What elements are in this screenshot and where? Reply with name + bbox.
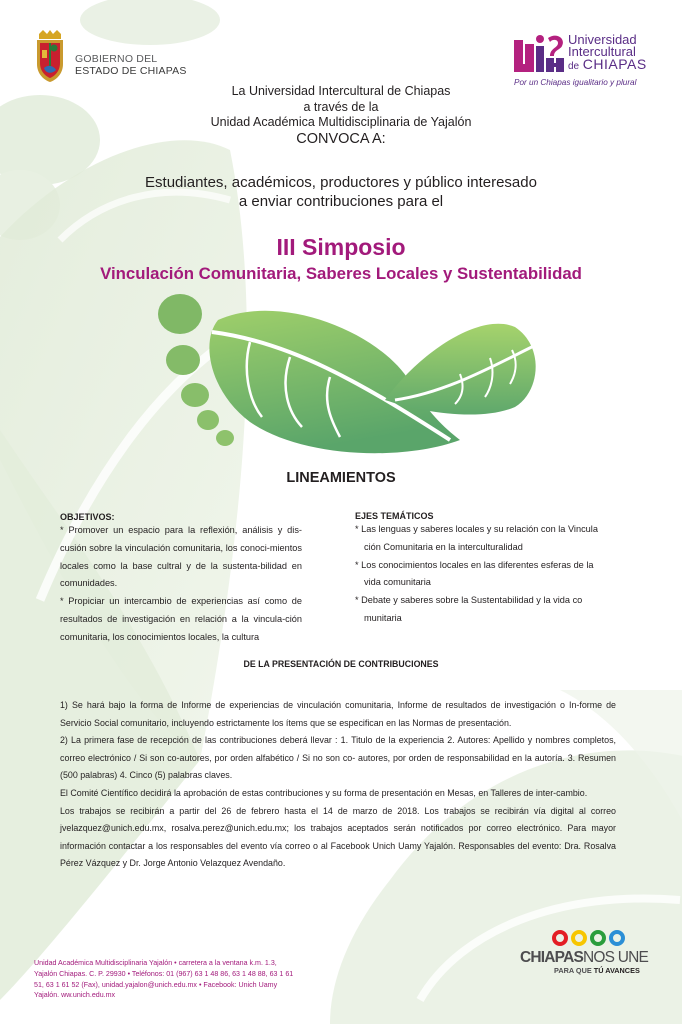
intro-line2: a través de la (303, 99, 379, 114)
toe-2 (166, 345, 200, 375)
toe-3 (181, 383, 209, 407)
presentacion-paragraph-1: 1) Se hará bajo la forma de Informe de experiencias de vinculación comunitaria, Informe de resultados de investigación o In-forme de Servicio Social comunitario, incluyendo estrictamente los ítems que se especifican en las Normas de presentación. (60, 700, 616, 728)
ejes-heading: EJES TEMÁTICOS (355, 511, 434, 521)
event-title: III Simposio (276, 234, 406, 260)
unich-line3: CHIAPAS (582, 56, 647, 72)
small-leaf (385, 324, 536, 415)
intro-block (0, 84, 682, 148)
eje-item-line: ción Comunitaria en la interculturalidad (364, 541, 523, 552)
toe-1 (158, 294, 202, 334)
objetivo-item-2: * Propiciar un intercambio de experiencias así como de resultados de investigación en relación a la vincula-ción comunitaria, los conocimientos locales, la cultura (60, 596, 302, 642)
chiapas-word: CHIAPAS (520, 949, 584, 966)
presentacion-paragraph-4: Los trabajos se recibirán a partir del 26 de febrero hasta el 14 de marzo de 2018. Los trabajos se recibirán vía digital al correo jvelazquez@unich.edu.mx, rosalva.perez@unich.edu.mx; los trabajos aceptados serán notificados por correo electrónico. Para mayor información contactar a los responsables del evento vía correo o al Facebook Unich Uamy Yajalón. Responsables del evento: Dra. Rosalva Pérez Vázquez y Dr. Jorge Antonio Velazquez Avendaño. (60, 805, 616, 869)
gobierno-line2: ESTADO DE CHIAPAS (75, 65, 187, 77)
invite-line1: Estudiantes, académicos, productores y público interesado (145, 174, 537, 191)
ring-green (590, 930, 606, 946)
unich-line1: Universidad (568, 32, 637, 47)
tagline-emphasis: TÚ AVANCES (593, 966, 640, 975)
eje-item-line: vida comunitaria (364, 577, 431, 588)
objetivos-section (60, 512, 302, 647)
toe-5 (216, 430, 234, 446)
eje-item (355, 592, 625, 628)
eje-item-line: * Las lenguas y saberes locales y su relación con la Vincula (355, 524, 598, 534)
nos-une-word: NOS UNE (583, 949, 649, 966)
presentacion-heading: DE LA PRESENTACIÓN DE CONTRIBUCIONES (243, 659, 439, 669)
unich-logo (512, 34, 672, 90)
four-rings-icon (520, 930, 650, 946)
footer-address: Unidad Académica Multidisciplinaria Yajalón • carretera a la ventana k.m. 1.3, Yajalón Chiapas. C. P. 29930 • Teléfonos: 01 (967) 63 1 48 86, 63 1 48 88, 63 1 61 51, 63 1 61 52 (Fax), unidad.yajalon@unich.edu.mx • Facebook: Unich Uamy Yajalón. ww.unich.edu.mx (34, 959, 294, 1000)
ring-blue (609, 930, 625, 946)
unich-line2: Intercultural (568, 44, 636, 59)
intro-line3: Unidad Académica Multidisciplinaria de Yajalón (210, 115, 472, 129)
gobierno-logo (34, 30, 204, 82)
eje-item-line: munitaria (364, 612, 402, 623)
state-coat-of-arms-icon (34, 30, 66, 82)
eje-item (355, 521, 625, 557)
unich-slogan: Por un Chiapas igualitario y plural (514, 78, 637, 87)
presentacion-body (60, 697, 616, 873)
intro-line1: La Universidad Intercultural de Chiapas (231, 84, 451, 98)
unich-line3-prefix: de (568, 61, 580, 72)
eje-item (355, 557, 625, 593)
convoca-heading: CONVOCA A: (296, 130, 386, 147)
presentacion-paragraph-3: El Comité Científico decidirá la aprobación de estas contribuciones y su forma de presentación en Mesas, en Talleres de inter-cambio. (60, 787, 588, 798)
ejes-section (355, 511, 625, 628)
eje-item-line: * Debate y saberes sobre la Sustentabilidad y la vida co (355, 595, 583, 606)
unich-monogram-icon (512, 34, 566, 76)
objetivo-item-1: * Promover un espacio para la reflexión, análisis y dis-cusión sobre la vinculación comunitaria, los conoci-mientos locales como la base cultral y de la sustenta-bilidad en comunidades. (60, 525, 302, 589)
chiapas-nos-une-logo (520, 930, 650, 990)
presentacion-paragraph-2: 2) La primera fase de recepción de las contribuciones deberá llevar : 1. Titulo de la experiencia 2. Autores: Apellido y nombres completos, correo electrónico / Si son co-autores, por orden alfabético / Si no son co- autores, por orden de responsabilidad en la autoría. 3. Resumen (500 palabras) 4. Cinco (5) palabras claves. (60, 735, 616, 781)
objetivos-heading: OBJETIVOS: (60, 512, 115, 522)
event-subtitle: Vinculación Comunitaria, Saberes Locales y Sustentabilidad (100, 264, 582, 283)
invite-block (0, 173, 682, 211)
leaf-footprint-illustration (150, 292, 550, 457)
invite-line2: a enviar contribuciones para el (238, 193, 444, 210)
eje-item-line: * Los conocimientos locales en las diferentes esferas de la (355, 559, 594, 570)
tagline-prefix: PARA QUE (554, 966, 594, 975)
ring-yellow (571, 930, 587, 946)
toe-4 (197, 410, 219, 430)
gobierno-line1: GOBIERNO DEL (75, 53, 158, 65)
lineamientos-heading: LINEAMIENTOS (286, 470, 396, 486)
ring-red (552, 930, 568, 946)
